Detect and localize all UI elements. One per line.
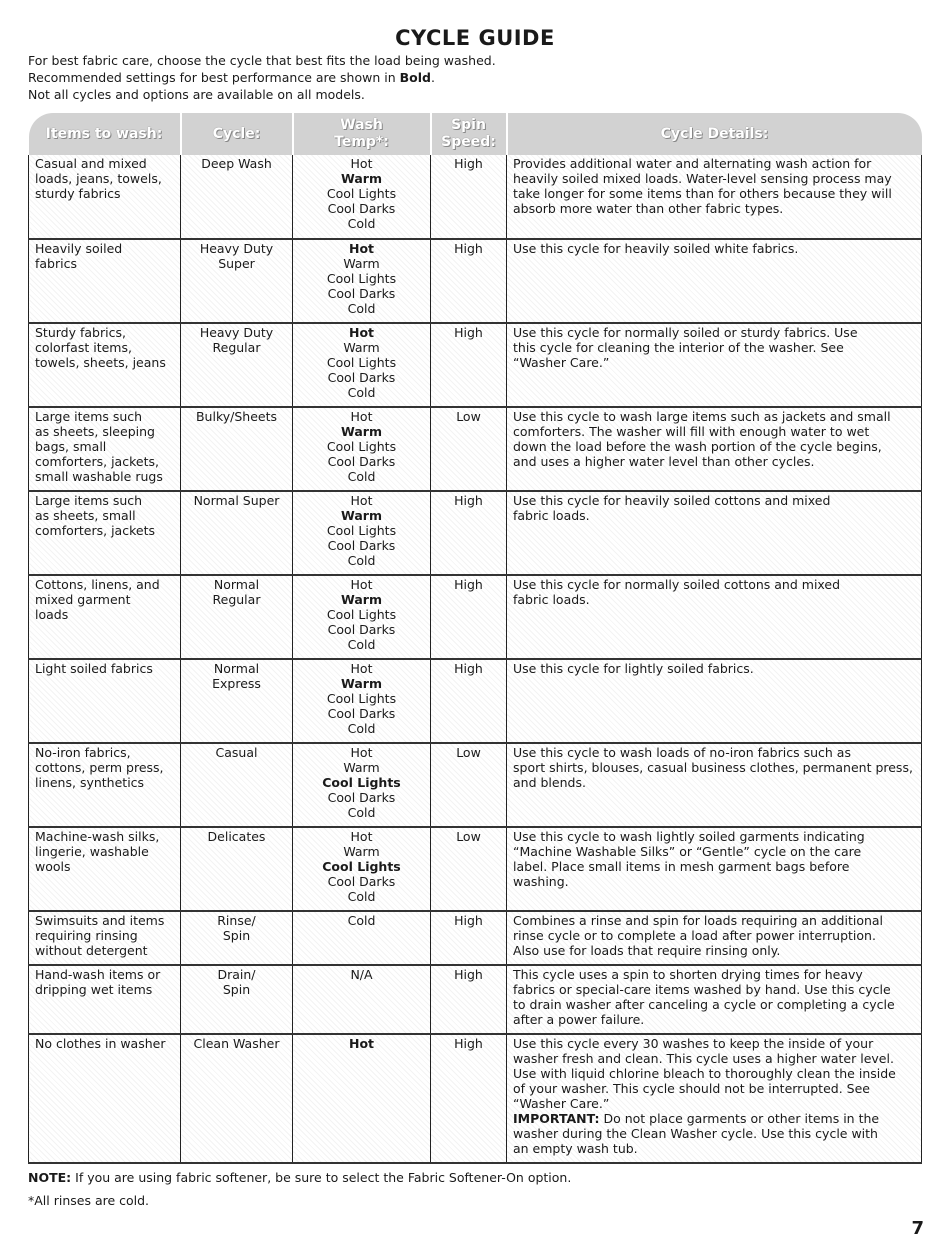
temp-option: Warm [341,676,382,691]
details-line: This cycle uses a spin to shorten drying times for heavy [513,967,863,982]
details-line: Use this cycle for normally soiled cottons and mixed [513,577,841,592]
temp-option: Warm [343,844,380,859]
items-line: No-iron fabrics, [35,745,131,760]
details-line: Use this cycle to wash lightly soiled garments indicating [513,829,865,844]
wash-temp-cell [293,323,431,407]
details-line: “Machine Washable Silks” or “Gentle” cycle on the care [513,844,862,859]
items-cell [29,491,181,575]
details-line: Use this cycle to wash loads of no-iron fabrics such as [513,745,851,760]
details-line: heavily soiled mixed loads. Water-level sensing process may [513,171,892,186]
intro-line-2-suffix: . [430,70,435,85]
table-row [29,911,922,965]
wash-temp-cell [293,155,431,239]
important-line: washer during the Clean Washer cycle. Use this cycle with [513,1126,878,1141]
table-row [29,743,922,827]
details-line: to drain washer after canceling a cycle or completing a cycle [513,997,895,1012]
cycle-details-cell [507,239,922,323]
cycle-details-cell [507,491,922,575]
table-row [29,155,922,239]
table-row [29,827,922,911]
cycle-line: Normal [213,661,260,676]
temp-option: Cool Darks [327,790,396,805]
items-cell [29,1034,181,1163]
cycle-details-cell [507,1034,922,1163]
details-line: fabrics or special-care items washed by hand. Use this cycle [513,982,891,997]
temp-option: Cool Lights [326,691,397,706]
details-line: and blends. [513,775,586,790]
intro-line-3: Not all cycles and options are available on all models. [28,87,365,102]
cycle-cell [181,491,293,575]
details-line: Use this cycle for normally soiled or sturdy fabrics. Use [513,325,858,340]
details-line: and uses a higher water level than other cycles. [513,454,815,469]
details-line: down the load before the wash portion of the cycle begins, [513,439,882,454]
table-row [29,239,922,323]
cycle-guide-table [28,113,922,1164]
wash-temp-cell [293,965,431,1034]
items-line: as sheets, small [35,508,136,523]
items-line: Large items such [35,493,143,508]
temp-option: Hot [348,325,375,340]
items-line: loads, jeans, towels, [35,171,162,186]
temp-option: Cool Lights [326,523,397,538]
header-wash-temp: Wash Temp*: [293,113,431,155]
cycle-line: Heavy Duty [199,241,274,256]
items-line: sturdy fabrics [35,186,121,201]
cycle-cell [181,743,293,827]
items-line: comforters, jackets, [35,454,159,469]
temp-option: Cold [347,385,376,400]
temp-option: Warm [343,760,380,775]
table-row [29,407,922,491]
temp-option: Cool Darks [327,454,396,469]
items-line: Hand-wash items or [35,967,161,982]
spin-speed-cell [431,407,507,491]
cycle-line: Spin [222,928,251,943]
cycle-line: Delicates [207,829,266,844]
cycle-line: Spin [222,982,251,997]
temp-option: Cool Darks [327,874,396,889]
temp-option: Hot [350,661,373,676]
intro-line-2-prefix: Recommended settings for best performance are shown in [28,70,400,85]
cycle-line: Express [212,676,261,691]
temp-option: Cold [347,301,376,316]
cycle-cell [181,911,293,965]
details-line: “Washer Care.” [513,1096,610,1111]
temp-option: N/A [350,967,373,982]
temp-option: Warm [343,340,380,355]
items-cell [29,323,181,407]
cycle-cell [181,155,293,239]
cycle-line: Drain/ [217,967,256,982]
items-line: Heavily soiled [35,241,123,256]
details-line: Use this cycle for lightly soiled fabrics. [513,661,754,676]
items-cell [29,965,181,1034]
cycle-details-cell [507,407,922,491]
important-text: Do not place garments or other items in the [599,1111,880,1126]
temp-option: Cool Darks [327,286,396,301]
wash-temp-cell [293,491,431,575]
spin-speed-value: High [454,1036,483,1051]
cycle-cell [181,659,293,743]
items-line: lingerie, washable [35,844,149,859]
temp-option: Cool Darks [327,201,396,216]
temp-option: Warm [341,424,382,439]
details-line: sport shirts, blouses, casual business clothes, permanent press, [513,760,913,775]
wash-temp-cell [293,239,431,323]
cycle-line: Clean Washer [193,1036,280,1051]
temp-option: Cold [347,805,376,820]
details-line: label. Place small items in mesh garment bags before [513,859,850,874]
table-row [29,491,922,575]
items-line: requiring rinsing [35,928,138,943]
note-label: NOTE: [28,1170,72,1185]
details-line: Use this cycle every 30 washes to keep the inside of your [513,1036,874,1051]
details-line: absorb more water than other fabric types. [513,201,784,216]
wash-temp-cell [293,407,431,491]
temp-option: Cold [347,637,376,652]
items-cell [29,575,181,659]
cycle-cell [181,575,293,659]
temp-option: Warm [341,592,382,607]
spin-speed-cell [431,155,507,239]
page-title: CYCLE GUIDE [395,26,555,50]
items-cell [29,827,181,911]
details-line: washer fresh and clean. This cycle uses a higher water level. [513,1051,894,1066]
important-label: IMPORTANT: [513,1111,600,1126]
table-row [29,1034,922,1163]
spin-speed-value: High [454,493,483,508]
cycle-cell [181,323,293,407]
intro-text [28,52,496,103]
temp-option: Cold [347,553,376,568]
spin-speed-value: High [454,577,483,592]
cycle-line: Regular [212,592,261,607]
header-items: Items to wash: [29,113,181,155]
items-cell [29,743,181,827]
temp-option: Warm [343,256,380,271]
temp-option: Hot [350,409,373,424]
spin-speed-value: High [454,967,483,982]
temp-option: Cold [347,913,376,928]
intro-line-1: For best fabric care, choose the cycle that best fits the load being washed. [28,53,496,68]
cycle-cell [181,965,293,1034]
temp-option: Cool Lights [326,439,397,454]
wash-temp-cell [293,911,431,965]
wash-temp-cell [293,1034,431,1163]
details-line: Provides additional water and alternating wash action for [513,156,872,171]
spin-speed-value: High [454,661,483,676]
details-line: this cycle for cleaning the interior of the washer. See [513,340,844,355]
details-line: take longer for some items than for others because they will [513,186,892,201]
wash-temp-cell [293,743,431,827]
items-line: comforters, jackets [35,523,155,538]
temp-option: Cool Darks [327,538,396,553]
cycle-details-cell [507,659,922,743]
cycle-details-cell [507,911,922,965]
details-line: rinse cycle or to complete a load after power interruption. [513,928,876,943]
temp-option: Hot [350,745,373,760]
details-line: Combines a rinse and spin for loads requiring an additional [513,913,884,928]
header-cycle-details: Cycle Details: [507,113,922,155]
spin-speed-value: Low [456,409,481,424]
cycle-cell [181,407,293,491]
cycle-details-cell [507,965,922,1034]
cycle-line: Super [218,256,255,271]
items-cell [29,911,181,965]
items-cell [29,239,181,323]
note [28,1169,571,1186]
temp-option: Cool Lights [326,271,397,286]
temp-option: Cold [347,469,376,484]
cycle-line: Regular [212,340,261,355]
items-line: wools [35,859,71,874]
items-cell [29,407,181,491]
cycle-line: Heavy Duty [199,325,274,340]
items-line: small washable rugs [35,469,163,484]
cycle-cell [181,827,293,911]
spin-speed-cell [431,1034,507,1163]
details-line: washing. [513,874,569,889]
items-line: Swimsuits and items [35,913,165,928]
temp-option: Cool Lights [322,775,401,790]
wash-temp-cell [293,659,431,743]
cycle-line: Casual [215,745,258,760]
table-row [29,575,922,659]
spin-speed-cell [431,239,507,323]
spin-speed-value: Low [456,745,481,760]
details-line: Use with liquid chlorine bleach to thoroughly clean the inside [513,1066,896,1081]
cycle-details-cell [507,827,922,911]
wash-temp-cell [293,575,431,659]
spin-speed-cell [431,659,507,743]
temp-option: Cool Darks [327,370,396,385]
details-line: fabric loads. [513,508,590,523]
spin-speed-cell [431,491,507,575]
spin-speed-value: High [454,241,483,256]
spin-speed-value: Low [456,829,481,844]
cycle-table-container [28,113,921,1164]
temp-option: Cool Lights [326,186,397,201]
cycle-line: Bulky/Sheets [195,409,278,424]
spin-speed-value: High [454,325,483,340]
items-line: fabrics [35,256,77,271]
details-line: comforters. The washer will fill with enough water to wet [513,424,870,439]
cycle-details-cell [507,575,922,659]
header-cycle: Cycle: [181,113,293,155]
intro-line-2 [28,69,496,86]
footnote: *All rinses are cold. [28,1193,150,1208]
temp-option: Hot [348,241,375,256]
items-line: Cottons, linens, and [35,577,160,592]
cycle-details-cell [507,323,922,407]
items-line: Large items such [35,409,143,424]
items-line: mixed garment [35,592,131,607]
temp-option: Cool Lights [326,607,397,622]
items-line: without detergent [35,943,148,958]
items-line: Machine-wash silks, [35,829,160,844]
temp-option: Cool Darks [327,622,396,637]
intro-bold-word: Bold [399,70,431,85]
temp-option: Cool Darks [327,706,396,721]
items-line: linens, synthetics [35,775,145,790]
details-line: Also use for loads that require rinsing only. [513,943,781,958]
spin-speed-value: High [454,913,483,928]
important-line [513,1111,915,1126]
details-line: “Washer Care.” [513,355,610,370]
page-number: 7 [911,1218,924,1239]
cycle-cell [181,1034,293,1163]
temp-option: Hot [350,493,373,508]
details-line: Use this cycle to wash large items such as jackets and small [513,409,891,424]
items-line: bags, small [35,439,107,454]
details-line: fabric loads. [513,592,590,607]
spin-speed-cell [431,575,507,659]
temp-option: Cool Lights [326,355,397,370]
spin-speed-cell [431,965,507,1034]
spin-speed-cell [431,743,507,827]
details-line: of your washer. This cycle should not be interrupted. See [513,1081,870,1096]
spin-speed-cell [431,827,507,911]
cycle-table-body [29,155,922,1163]
items-line: Casual and mixed [35,156,147,171]
table-row [29,323,922,407]
spin-speed-value: High [454,156,483,171]
temp-option: Hot [348,1036,375,1051]
items-cell [29,155,181,239]
cycle-line: Normal [213,577,260,592]
temp-option: Hot [350,156,373,171]
temp-option: Cold [347,721,376,736]
details-line: Use this cycle for heavily soiled white fabrics. [513,241,799,256]
items-line: Light soiled fabrics [35,661,153,676]
items-cell [29,659,181,743]
temp-option: Cold [347,889,376,904]
cycle-cell [181,239,293,323]
wash-temp-cell [293,827,431,911]
temp-option: Warm [341,508,382,523]
items-line: loads [35,607,69,622]
temp-option: Hot [350,577,373,592]
cycle-line: Deep Wash [201,156,272,171]
details-line: after a power failure. [513,1012,645,1027]
temp-option: Hot [350,829,373,844]
header-spin-speed: Spin Speed: [431,113,507,155]
note-text: If you are using fabric softener, be sure to select the Fabric Softener-On option. [71,1170,572,1185]
temp-option: Cold [347,216,376,231]
cycle-line: Normal Super [193,493,280,508]
temp-option: Warm [341,171,382,186]
table-row [29,659,922,743]
items-line: as sheets, sleeping [35,424,155,439]
cycle-line: Rinse/ [217,913,256,928]
spin-speed-cell [431,323,507,407]
spin-speed-cell [431,911,507,965]
table-row [29,965,922,1034]
cycle-details-cell [507,743,922,827]
items-line: Sturdy fabrics, [35,325,126,340]
items-line: No clothes in washer [35,1036,166,1051]
cycle-details-cell [507,155,922,239]
details-line: Use this cycle for heavily soiled cottons and mixed [513,493,831,508]
items-line: towels, sheets, jeans [35,355,166,370]
items-line: cottons, perm press, [35,760,164,775]
temp-option: Cool Lights [322,859,401,874]
items-line: colorfast items, [35,340,132,355]
items-line: dripping wet items [35,982,153,997]
table-header-row [29,113,922,155]
important-line: an empty wash tub. [513,1141,638,1156]
